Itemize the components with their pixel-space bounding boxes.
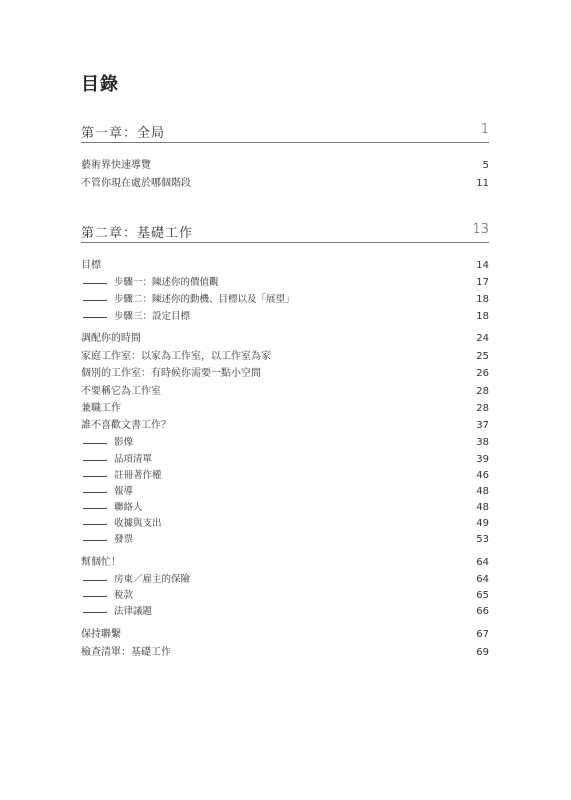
- dash-marker: [83, 596, 107, 597]
- toc-subentry[interactable]: [81, 500, 489, 516]
- toc-entry[interactable]: [81, 258, 489, 274]
- entry-label: 藝術界快速導覽: [81, 160, 151, 171]
- chapter-page-number: 13: [472, 222, 489, 237]
- chapter-heading[interactable]: [81, 220, 489, 243]
- entry-page-number: 28: [476, 386, 489, 397]
- entry-label: 發票: [114, 534, 134, 545]
- entry-label: 稅款: [114, 590, 134, 601]
- toc-subentry[interactable]: [81, 572, 489, 588]
- entry-label: 房東／雇主的保險: [114, 574, 191, 585]
- entry-page-number: 46: [476, 470, 489, 481]
- entry-label: 幫個忙！: [81, 557, 121, 568]
- entry-page-number: 24: [476, 333, 489, 344]
- entry-label: 品項清單: [114, 454, 153, 465]
- entry-page-number: 49: [476, 518, 489, 529]
- entry-label: 個別的工作室：有時候你需要一點小空間: [81, 368, 261, 379]
- dash-marker: [83, 460, 107, 461]
- entry-label: 報導: [114, 486, 134, 497]
- entry-page-number: 18: [476, 294, 489, 305]
- entry-page-number: 64: [476, 557, 489, 568]
- entry-page-number: 64: [476, 574, 489, 585]
- dash-marker: [83, 300, 107, 301]
- entry-label: 影像: [114, 437, 134, 448]
- entry-label: 收據與支出: [114, 518, 162, 529]
- toc-subentry[interactable]: [81, 309, 489, 325]
- entry-label: 步驟一：陳述你的價值觀: [114, 277, 219, 288]
- entry-page-number: 26: [476, 368, 489, 379]
- dash-marker: [83, 524, 107, 525]
- entry-page-number: 53: [476, 534, 489, 545]
- toc-entry[interactable]: [81, 401, 489, 417]
- entry-page-number: 66: [476, 606, 489, 617]
- entry-label: 步驟三：設定目標: [114, 311, 191, 322]
- entry-page-number: 38: [476, 437, 489, 448]
- toc-entry[interactable]: [81, 627, 489, 643]
- entry-label: 法律議題: [114, 606, 153, 617]
- entry-page-number: 37: [476, 420, 489, 431]
- dash-marker: [83, 540, 107, 541]
- entry-page-number: 65: [476, 590, 489, 601]
- entry-label: 步驟二：陳述你的動機、目標以及「展望」: [114, 294, 295, 305]
- dash-marker: [83, 508, 107, 509]
- entry-label: 註冊著作權: [114, 470, 162, 481]
- toc-entry[interactable]: [81, 366, 489, 382]
- toc-subentry[interactable]: [81, 292, 489, 308]
- dash-marker: [83, 283, 107, 284]
- dash-marker: [83, 476, 107, 477]
- entry-page-number: 48: [476, 486, 489, 497]
- toc-entry[interactable]: [81, 176, 489, 192]
- entry-label: 家庭工作室：以家為工作室，以工作室為家: [81, 351, 271, 362]
- chapter-title: 第一章：全局: [81, 126, 166, 141]
- entry-label: 誰不喜歡文書工作？: [81, 420, 171, 431]
- toc-subentry[interactable]: [81, 452, 489, 468]
- entry-label: 不要稱它為工作室: [81, 386, 161, 397]
- chapter-page-number: 1: [480, 122, 489, 137]
- entry-page-number: 28: [476, 403, 489, 414]
- toc-title: 目錄: [81, 74, 119, 95]
- dash-marker: [83, 317, 107, 318]
- entry-label: 兼職工作: [81, 403, 121, 414]
- entry-page-number: 67: [476, 629, 489, 640]
- toc-subentry[interactable]: [81, 588, 489, 604]
- toc-entry[interactable]: [81, 555, 489, 571]
- entry-page-number: 11: [476, 178, 489, 189]
- chapter-title: 第二章：基礎工作: [81, 226, 194, 241]
- entry-page-number: 69: [476, 647, 489, 658]
- entry-label: 不管你現在處於哪個階段: [81, 178, 191, 189]
- entry-page-number: 18: [476, 311, 489, 322]
- toc-entry[interactable]: [81, 158, 489, 174]
- dash-marker: [83, 612, 107, 613]
- toc-subentry[interactable]: [81, 468, 489, 484]
- toc-subentry[interactable]: [81, 604, 489, 620]
- toc-subentry[interactable]: [81, 484, 489, 500]
- entry-page-number: 14: [476, 260, 489, 271]
- entry-label: 調配你的時間: [81, 333, 141, 344]
- dash-marker: [83, 443, 107, 444]
- entry-page-number: 5: [482, 160, 489, 171]
- entry-page-number: 39: [476, 454, 489, 465]
- chapter-heading[interactable]: [81, 120, 489, 143]
- toc-subentry[interactable]: [81, 516, 489, 532]
- entry-page-number: 48: [476, 502, 489, 513]
- entry-label: 目標: [81, 260, 101, 271]
- toc-entry[interactable]: [81, 384, 489, 400]
- toc-entry[interactable]: [81, 349, 489, 365]
- entry-label: 保持聯繫: [81, 629, 121, 640]
- toc-subentry[interactable]: [81, 435, 489, 451]
- toc-subentry[interactable]: [81, 275, 489, 291]
- toc-page: [81, 0, 489, 800]
- entry-page-number: 25: [476, 351, 489, 362]
- dash-marker: [83, 580, 107, 581]
- entry-page-number: 17: [476, 277, 489, 288]
- toc-entry[interactable]: [81, 331, 489, 347]
- dash-marker: [83, 492, 107, 493]
- toc-entry[interactable]: [81, 418, 489, 434]
- toc-subentry[interactable]: [81, 532, 489, 548]
- entry-label: 檢查清單：基礎工作: [81, 647, 171, 658]
- entry-label: 聯絡人: [114, 502, 143, 513]
- toc-entry[interactable]: [81, 645, 489, 661]
